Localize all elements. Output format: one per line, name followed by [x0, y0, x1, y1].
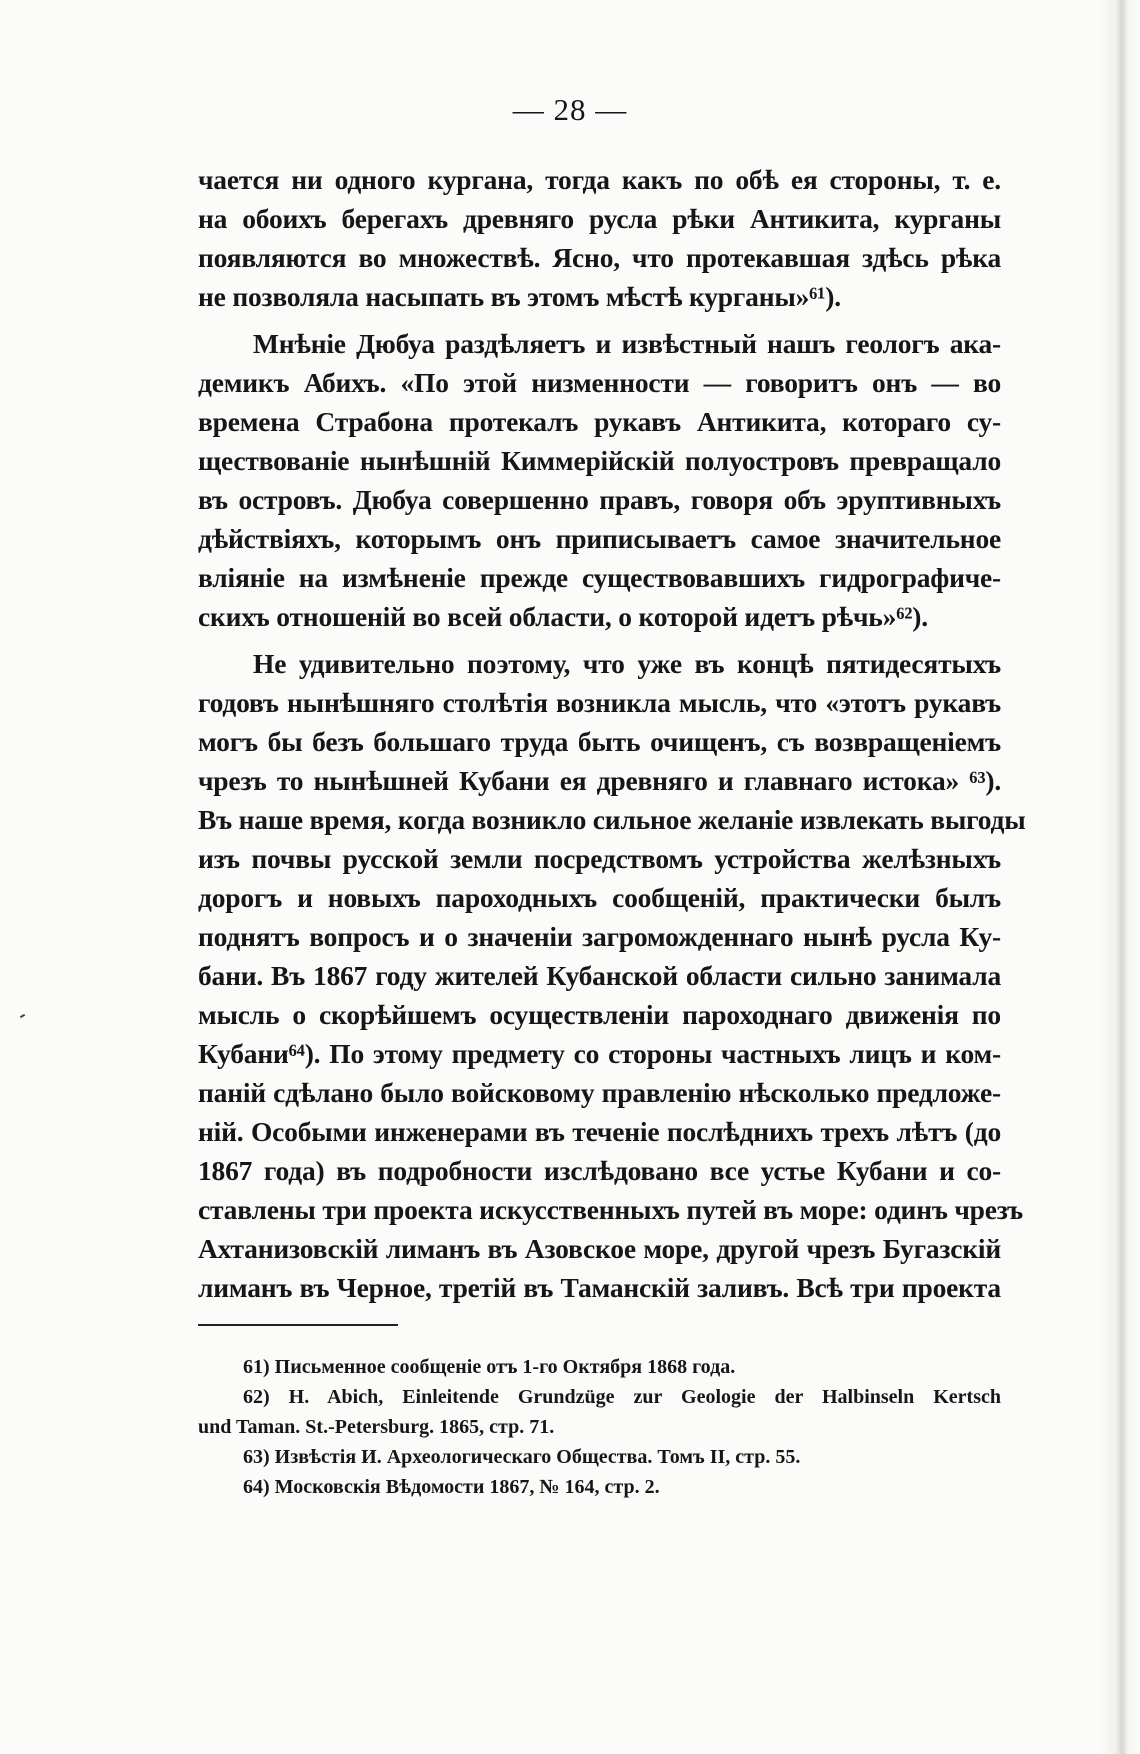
text-line: лиманъ въ Черное, третій въ Таманскій заливъ. Всѣ три проекта [198, 1272, 1001, 1303]
page-number: — 28 — [512, 92, 628, 127]
text-line: чается ни одного кургана, тогда какъ по обѣ ея стороны, т. е. [198, 164, 1001, 195]
text-line: Мнѣніе Дюбуа раздѣляетъ и извѣстный нашъ геологъ ака- [253, 328, 1001, 359]
text-line: вліяніе на измѣненіе прежде существовавшихъ гидрографиче- [198, 562, 1001, 593]
text-line: ній. Особыми инженерами въ теченіе послѣднихъ трехъ лѣтъ (до [198, 1116, 1001, 1147]
footnote-62-cont: und Taman. St.-Petersburg. 1865, стр. 71. [198, 1416, 555, 1438]
text-line: Ахтанизовскій лиманъ въ Азовское море, другой чрезъ Бугазскій [198, 1233, 1001, 1264]
text-line: паній сдѣлано было войсковому правленію нѣсколько предложе- [198, 1077, 1001, 1108]
text-line: времена Страбона протекалъ рукавъ Антикита, котораго су- [198, 406, 1001, 437]
text-line: годовъ нынѣшняго столѣтія возникла мысль, что «этотъ рукавъ [198, 687, 1001, 718]
text-line: мысль о скорѣйшемъ осуществленіи пароходнаго движенія по [198, 999, 1001, 1030]
text-line: Въ наше время, когда возникло сильное желаніе извлекать выгоды [198, 804, 1026, 835]
footnote-divider [198, 1324, 398, 1326]
footnotes [198, 1352, 1001, 1502]
text-line: въ островъ. Дюбуа совершенно правъ, говоря объ эруптивныхъ [198, 484, 1001, 515]
text-line: появляются во множествѣ. Ясно, что протекавшая здѣсь рѣка [198, 242, 1001, 273]
text-line: чрезъ то нынѣшней Кубани ея древняго и главнаго истока» ⁶³). [198, 765, 1001, 796]
text-line: дорогъ и новыхъ пароходныхъ сообщеній, практически былъ [198, 882, 1001, 913]
text-line: демикъ Абихъ. «По этой низменности — говоритъ онъ — во [198, 367, 1001, 398]
text-line: дѣйствіяхъ, которымъ онъ приписываетъ самое значительное [198, 523, 1001, 554]
footnote-63: 63) Извѣстія И. Археологическаго Общества. Томъ II, стр. 55. [243, 1446, 801, 1468]
text-line: 1867 года) въ подробности изслѣдовано все устье Кубани и со- [198, 1155, 1001, 1186]
text-line: могъ бы безъ большаго труда быть очищенъ, съ возвращеніемъ [198, 726, 1001, 757]
footnote-61: 61) Письменное сообщеніе отъ 1-го Октября 1868 года. [243, 1356, 736, 1378]
text-line: на обоихъ берегахъ древняго русла рѣки Антикита, курганы [198, 203, 1001, 234]
footnote-64: 64) Московскія Вѣдомости 1867, № 164, стр. 2. [243, 1476, 660, 1498]
text-line: Кубани⁶⁴). По этому предмету со стороны частныхъ лицъ и ком- [198, 1038, 1001, 1069]
text-line: Не удивительно поэтому, что уже въ концѣ пятидесятыхъ [253, 648, 1001, 679]
footnote-62: 62) H. Abich, Einleitende Grundzüge zur Geologie der Halbinseln Kertsch [243, 1386, 1001, 1408]
stray-ink-mark [20, 1014, 25, 1018]
text-line: не позволяла насыпать въ этомъ мѣстѣ курганы»⁶¹). [198, 281, 841, 312]
text-line: поднятъ вопросъ и о значеніи загроможденнаго нынѣ русла Ку- [198, 921, 1001, 952]
text-line: ставлены три проекта искусственныхъ путей въ море: одинъ чрезъ [198, 1194, 1023, 1225]
book-spine-shadow [1100, 0, 1140, 1754]
text-line: ществованіе нынѣшній Киммерійскій полуостровъ превращало [198, 445, 1001, 476]
text-line: скихъ отношеній во всей области, о которой идетъ рѣчь»⁶²). [198, 601, 928, 632]
text-line: бани. Въ 1867 году жителей Кубанской области сильно занимала [198, 960, 1001, 991]
body-text [198, 160, 1026, 1307]
text-line: изъ почвы русской земли посредствомъ устройства желѣзныхъ [198, 843, 1001, 874]
